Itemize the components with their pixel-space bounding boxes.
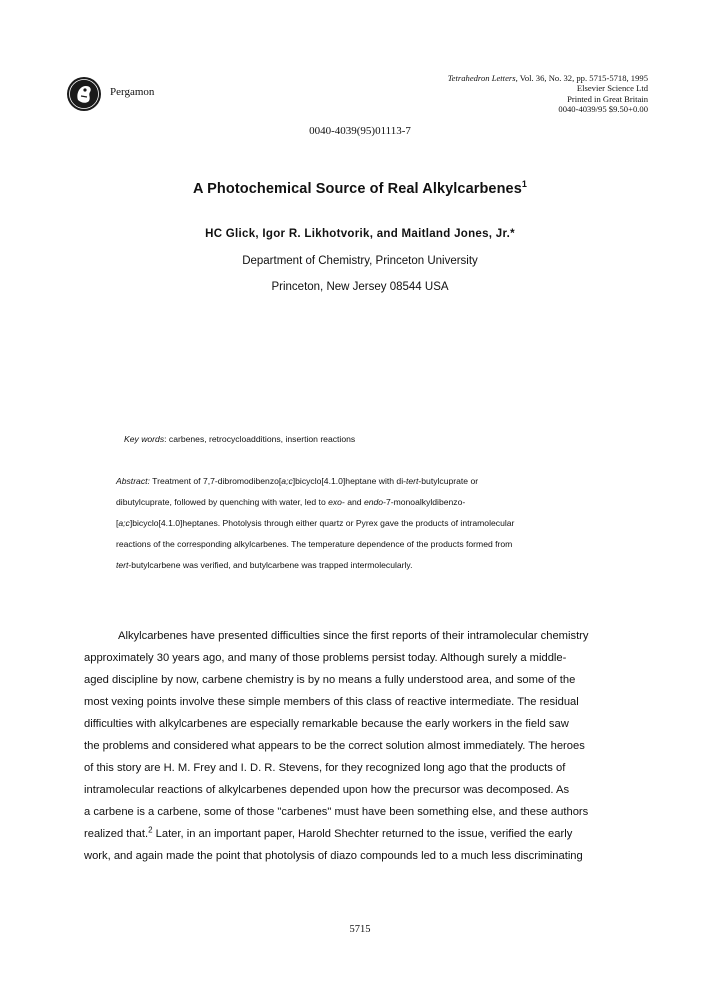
- body-line: difficulties with alkylcarbenes are especially remarkable because the early workers in the field saw: [84, 718, 569, 730]
- affiliation-address: Princeton, New Jersey 08544 USA: [271, 281, 449, 293]
- pergamon-logo: [66, 76, 102, 112]
- abstract-label: Abstract:: [116, 476, 150, 486]
- printed-line: Printed in Great Britain: [567, 93, 648, 104]
- body-line: the problems and considered what appears to be the correct solution almost immediately. The heroes: [84, 740, 585, 752]
- reference-mark: 2: [148, 825, 153, 835]
- abstract-line: tert-butylcarbene was verified, and butylcarbene was trapped intermolecularly.: [116, 560, 413, 570]
- doi: 0040-4039(95)01113-7: [309, 125, 411, 137]
- abstract-line: Abstract: Treatment of 7,7-dibromodibenzo[a;c]bicyclo[4.1.0]heptane with di-tert-butylcuprate or: [116, 476, 479, 486]
- body-line: Alkylcarbenes have presented difficulties since the first reports of their intramolecular chemistry: [118, 630, 589, 642]
- abstract-line: dibutylcuprate, followed by quenching with water, led to exo- and endo-7-monoalkyldibenzo-: [116, 497, 466, 507]
- abstract-line: reactions of the corresponding alkylcarbenes. The temperature dependence of the products formed from: [116, 539, 513, 549]
- affiliation-department: Department of Chemistry, Princeton University: [242, 255, 478, 267]
- article-title-text: A Photochemical Source of Real Alkylcarbenes: [193, 180, 522, 197]
- abstract: [116, 471, 636, 576]
- body-line: aged discipline by now, carbene chemistry is by no means a fully understood area, and some of the: [84, 674, 576, 686]
- body-line: a carbene is a carbene, some of those "carbenes" must have been something else, and these authors: [84, 806, 589, 818]
- body-paragraph: [84, 625, 654, 867]
- body-line: approximately 30 years ago, and many of those problems persist today. Although surely a middle-: [84, 652, 567, 664]
- body-line: of this story are H. M. Frey and I. D. R. Stevens, for they recognized long ago that the products of: [84, 762, 566, 774]
- journal-volume: , Vol. 36, No. 32, pp. 5715-5718, 1995: [515, 73, 648, 83]
- journal-citation: [448, 73, 648, 83]
- title-footnote-mark: 1: [521, 179, 527, 189]
- keywords-label: Key words: [124, 434, 165, 444]
- journal-info: [448, 73, 648, 115]
- keywords: [124, 434, 355, 444]
- page-number: 5715: [349, 924, 371, 935]
- authors: HC Glick, Igor R. Likhotvorik, and Maitland Jones, Jr.*: [205, 228, 515, 240]
- abstract-line: [a;c]bicyclo[4.1.0]heptanes. Photolysis through either quartz or Pyrex gave the products of intramolecular: [116, 518, 515, 528]
- body-line: work, and again made the point that photolysis of diazo compounds led to a much less discriminating: [84, 850, 583, 862]
- journal-name: Tetrahedron Letters: [447, 73, 516, 83]
- publisher-name: Pergamon: [110, 86, 155, 98]
- article-title: [0, 179, 720, 197]
- body-line: intramolecular reactions of alkylcarbenes depended upon how the precursor was decomposed. As: [84, 784, 570, 796]
- publisher-line: Elsevier Science Ltd: [576, 83, 648, 94]
- body-line: realized that.$^2$ Later, in an important paper, Harold Shechter returned to the issue, verified the early: [84, 825, 573, 840]
- keywords-text: : carbenes, retrocycloadditions, insertion reactions: [164, 434, 356, 444]
- body-line: most vexing points involve these simple members of this class of reactive intermediate. The residual: [84, 696, 579, 708]
- issn-line: 0040-4039/95 $9.50+0.00: [558, 104, 648, 115]
